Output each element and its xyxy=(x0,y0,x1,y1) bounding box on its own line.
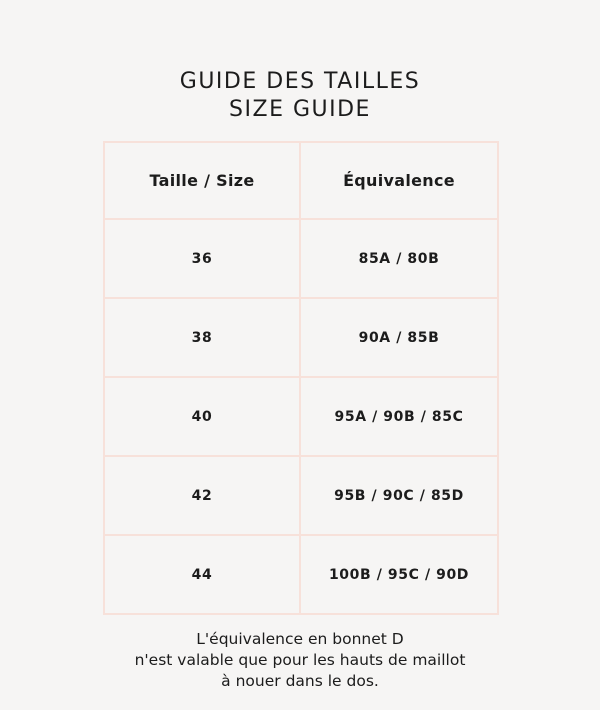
table-row xyxy=(104,377,498,456)
table-row xyxy=(104,535,498,614)
table-header-row xyxy=(104,142,498,219)
table-row xyxy=(104,219,498,298)
page-title xyxy=(0,68,600,124)
size-cell: 38 xyxy=(104,298,300,377)
footnote-line: L'équivalence en bonnet D xyxy=(196,630,404,648)
equivalence-cell: 100B / 95C / 90D xyxy=(300,535,498,614)
footnote-line: n'est valable que pour les hauts de maillot xyxy=(134,651,466,669)
table-row xyxy=(104,298,498,377)
size-cell: 36 xyxy=(104,219,300,298)
footnote-line: à nouer dans le dos. xyxy=(221,672,379,690)
size-guide-table xyxy=(103,141,499,615)
column-header-size: Taille / Size xyxy=(104,142,300,219)
footnote xyxy=(0,629,600,692)
equivalence-cell: 90A / 85B xyxy=(300,298,498,377)
equivalence-cell: 95B / 90C / 85D xyxy=(300,456,498,535)
size-cell: 40 xyxy=(104,377,300,456)
title-french: GUIDE DES TAILLES xyxy=(179,69,421,94)
column-header-equivalence: Équivalence xyxy=(300,142,498,219)
title-english: SIZE GUIDE xyxy=(229,97,371,122)
equivalence-cell: 95A / 90B / 85C xyxy=(300,377,498,456)
size-cell: 44 xyxy=(104,535,300,614)
equivalence-cell: 85A / 80B xyxy=(300,219,498,298)
table-row xyxy=(104,456,498,535)
size-cell: 42 xyxy=(104,456,300,535)
